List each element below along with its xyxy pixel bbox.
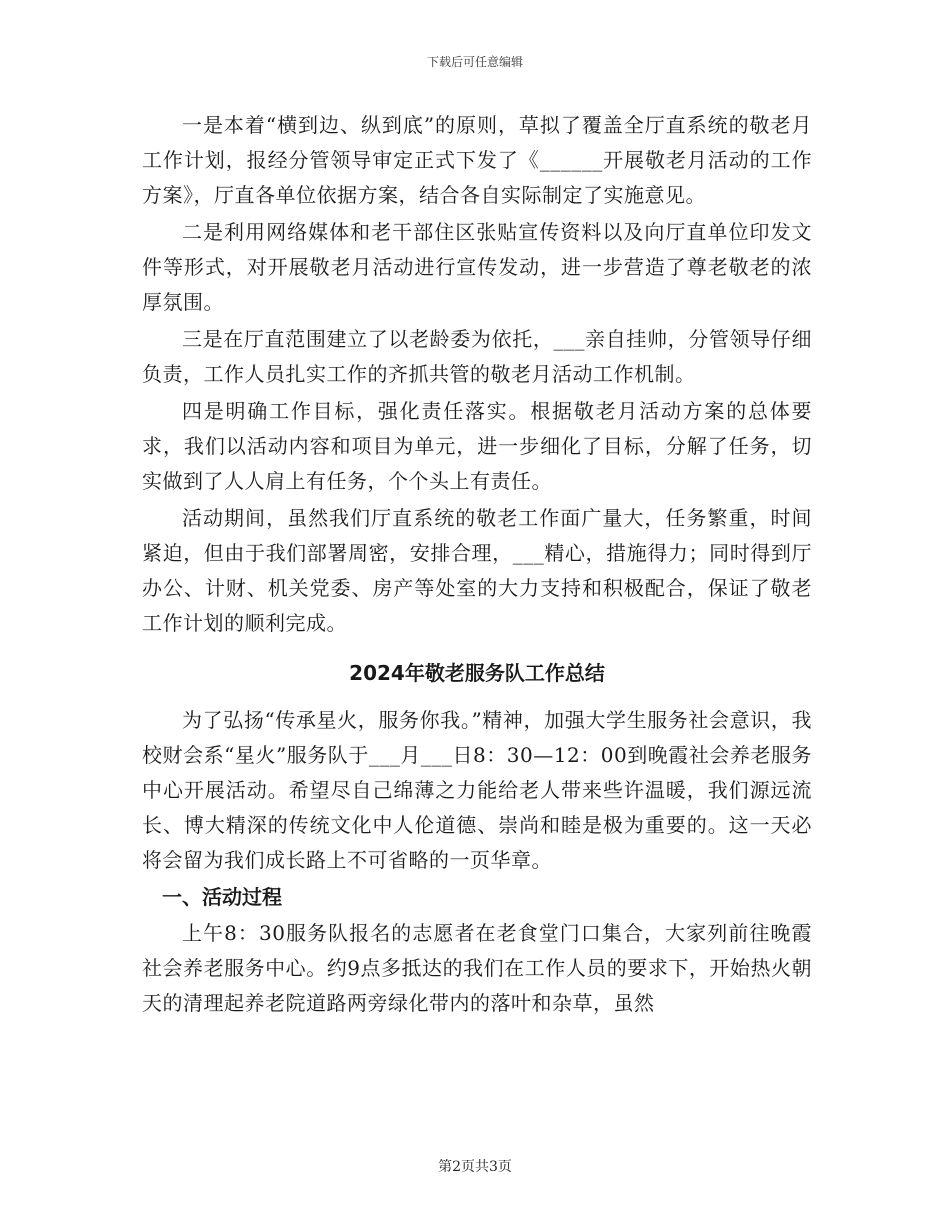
section-heading: 一、活动过程 — [162, 885, 282, 909]
paragraph-4: 四是明确工作目标，强化责任落实。根据敬老月活动方案的总体要求，我们以活动内容和项目为单元，进一步细化了目标，分解了任务，切实做到了人人肩上有任务，个个头上有责任。 — [142, 399, 812, 493]
paragraph-5: 活动期间，虽然我们厅直系统的敬老工作面广量大，任务繁重，时间紧迫，但由于我们部署周密，安排合理，___精心，措施得力；同时得到厅办公、计财、机关党委、房产等处室的大力支持和积极配合，保证了敬老工作计划的顺利完成。 — [142, 506, 812, 635]
document-title: 2024年敬老服务队工作总结 — [349, 661, 605, 685]
paragraph-1: 一是本着“横到边、纵到底”的原则，草拟了覆盖全厅直系统的敬老月工作计划，报经分管领导审定正式下发了《______开展敬老月活动的工作方案》，厅直各单位依据方案，结合各自实际制定了实施意见。 — [142, 113, 812, 207]
page-number: 第2页共3页 — [438, 1159, 512, 1175]
page-header-note: 下载后可任意编辑 — [426, 55, 523, 69]
paragraph-2: 二是利用网络媒体和老干部住区张贴宣传资料以及向厅直单位印发文件等形式，对开展敬老月活动进行宣传发动，进一步营造了尊老敬老的浓厚氛围。 — [142, 220, 812, 314]
intro-paragraph: 为了弘扬“传承星火，服务你我。”精神，加强大学生服务社会意识，我校财会系“星火”服务队于___月___日8：30—12：00到晚霞社会养老服务中心开展活动。希望尽自己绵薄之力能给老人带来些许温暖，我们源远流长、博大精深的传统文化中人伦道德、崇尚和睦是极为重要的。这一天必将会留为我们成长路上不可省略的一页华章。 — [142, 708, 812, 872]
body-paragraph: 上午8：30服务队报名的志愿者在老食堂门口集合，大家列前往晚霞社会养老服务中心。约9点多抵达的我们在工作人员的要求下，开始热火朝天的清理起养老院道路两旁绿化带内的落叶和杂草，虽然 — [142, 921, 812, 1015]
document-body — [142, 108, 812, 1023]
paragraph-3: 三是在厅直范围建立了以老龄委为依托，___亲自挂帅，分管领导仔细负责，工作人员扎实工作的齐抓共管的敬老月活动工作机制。 — [142, 327, 812, 386]
